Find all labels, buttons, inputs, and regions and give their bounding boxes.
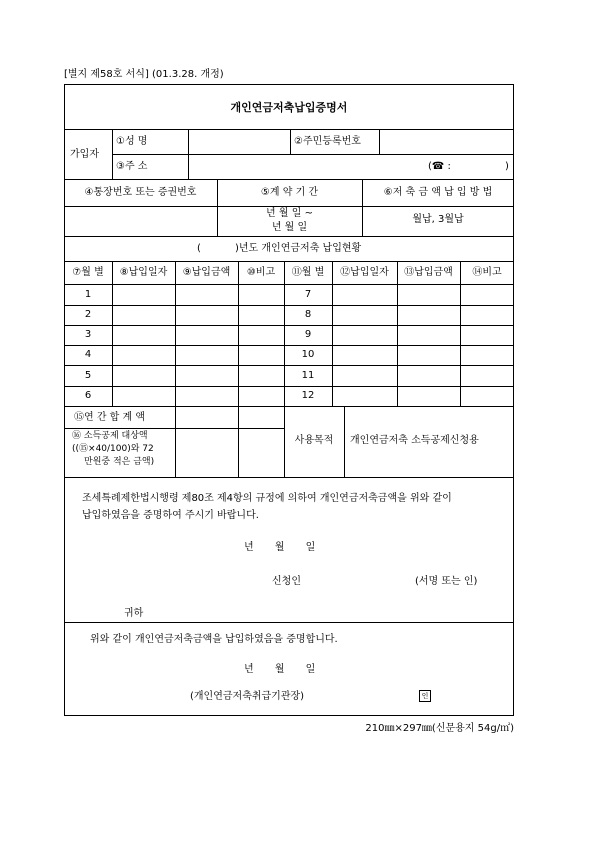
month-cell: 10 (301, 349, 315, 360)
divider (64, 406, 514, 407)
divider (64, 428, 284, 429)
header-pay-amount-left: ⑨납입금액 (182, 267, 231, 278)
divider (64, 622, 514, 623)
purpose-value: 개인연금저축 소득공제신청용 (350, 435, 479, 446)
applicant-field[interactable] (310, 572, 410, 590)
header-remark-left: ⑩비고 (246, 267, 276, 278)
deduction-label-line3: 만원중 적은 금액) (84, 457, 155, 467)
annual-total-label: ⑮연 간 합 계 액 (74, 412, 146, 423)
divider (64, 179, 514, 180)
phone-label: (☎ : (428, 161, 451, 172)
divider (64, 386, 514, 387)
phone-close-paren: ) (505, 161, 509, 172)
month-cell: 6 (84, 390, 92, 401)
divider (64, 284, 514, 285)
page-title: 개인연금저축납입증명서 (230, 101, 348, 114)
divider (344, 406, 345, 477)
month-cell: 5 (84, 370, 92, 381)
year-field[interactable] (205, 240, 235, 257)
month-cell: 7 (304, 289, 312, 300)
year-status-title: )년도 개인연금저축 납입현황 (235, 243, 362, 254)
deduction-label-line2: ((⑮×40/100)와 72 (72, 444, 154, 454)
divider (238, 261, 239, 477)
year-open-paren: ( (197, 243, 201, 254)
name-label: ①성 명 (116, 136, 148, 147)
subscriber-section-label: 가입자 (70, 149, 99, 160)
divider (64, 305, 514, 306)
address-field[interactable] (189, 155, 419, 178)
month-cell: 9 (304, 329, 312, 340)
address-label: ③주 소 (116, 161, 148, 172)
purpose-label: 사용목적 (294, 435, 334, 446)
issuer-label: (개인연금저축취급기관장) (190, 691, 305, 702)
applicant-label: 신청인 (272, 576, 301, 587)
certification-text: 위와 같이 개인연금저축금액을 납입하였음을 증명합니다. (90, 634, 338, 645)
header-month-left: ⑦월 별 (72, 267, 104, 278)
certification-date: 년 월 일 (244, 664, 316, 675)
contract-period-label: ⑤계 약 기 간 (260, 187, 319, 198)
deduction-amount-field[interactable] (176, 429, 237, 476)
account-number-label: ④통장번호 또는 증권번호 (84, 187, 197, 198)
header-month-right: ⑪월 별 (291, 267, 325, 278)
addressee-label: 귀하 (124, 608, 144, 619)
annual-total-field[interactable] (176, 407, 237, 427)
contract-period-end: 년 월 일 (271, 222, 308, 233)
payment-method-value: 월납, 3월납 (412, 214, 464, 225)
header-pay-date-right: ⑫납입일자 (340, 267, 389, 278)
name-field[interactable] (189, 130, 289, 153)
divider (112, 129, 113, 179)
deduction-label-line1: ⑯ 소득공제 대상액 (72, 431, 148, 441)
payment-method-label: ⑥저 축 금 액 납 입 방 법 (383, 187, 493, 198)
header-remark-right: ⑭비고 (472, 267, 502, 278)
divider (332, 261, 333, 406)
paper-spec: 210㎜×297㎜(신문용지 54g/㎡) (365, 723, 514, 734)
month-cell: 2 (84, 309, 92, 320)
rrn-label: ②주민등록번호 (294, 136, 361, 147)
divider (460, 261, 461, 406)
month-cell: 8 (304, 309, 312, 320)
sign-label: (서명 또는 인) (415, 576, 478, 587)
divider (64, 477, 514, 478)
request-text-line2: 납입하였음을 증명하여 주시기 바랍니다. (82, 510, 259, 521)
month-cell: 1 (84, 289, 92, 300)
month-cell: 11 (301, 370, 315, 381)
divider (397, 261, 398, 406)
header-pay-date-left: ⑧납입일자 (119, 267, 168, 278)
contract-period-start: 년 월 일 ~ (266, 208, 313, 219)
divider (175, 261, 176, 406)
divider (64, 261, 514, 262)
month-cell: 4 (84, 349, 92, 360)
rrn-field[interactable] (380, 130, 513, 153)
divider (290, 129, 291, 154)
divider (64, 345, 514, 346)
month-cell: 12 (301, 390, 315, 401)
request-text-line1: 조세특례제한법시행령 제80조 제4항의 규정에 의하여 개인연금저축금액을 위와 같이 (82, 493, 452, 504)
form-number: [별지 제58호 서식] (01.3.28. 개정) (64, 69, 224, 80)
seal-mark: 인 (419, 690, 431, 702)
divider (64, 325, 514, 326)
account-number-field[interactable] (65, 207, 216, 235)
request-date: 년 월 일 (244, 542, 316, 553)
divider (64, 236, 514, 237)
divider (64, 365, 514, 366)
header-pay-amount-right: ⑬납입금액 (404, 267, 453, 278)
divider (112, 261, 113, 406)
month-cell: 3 (84, 329, 92, 340)
